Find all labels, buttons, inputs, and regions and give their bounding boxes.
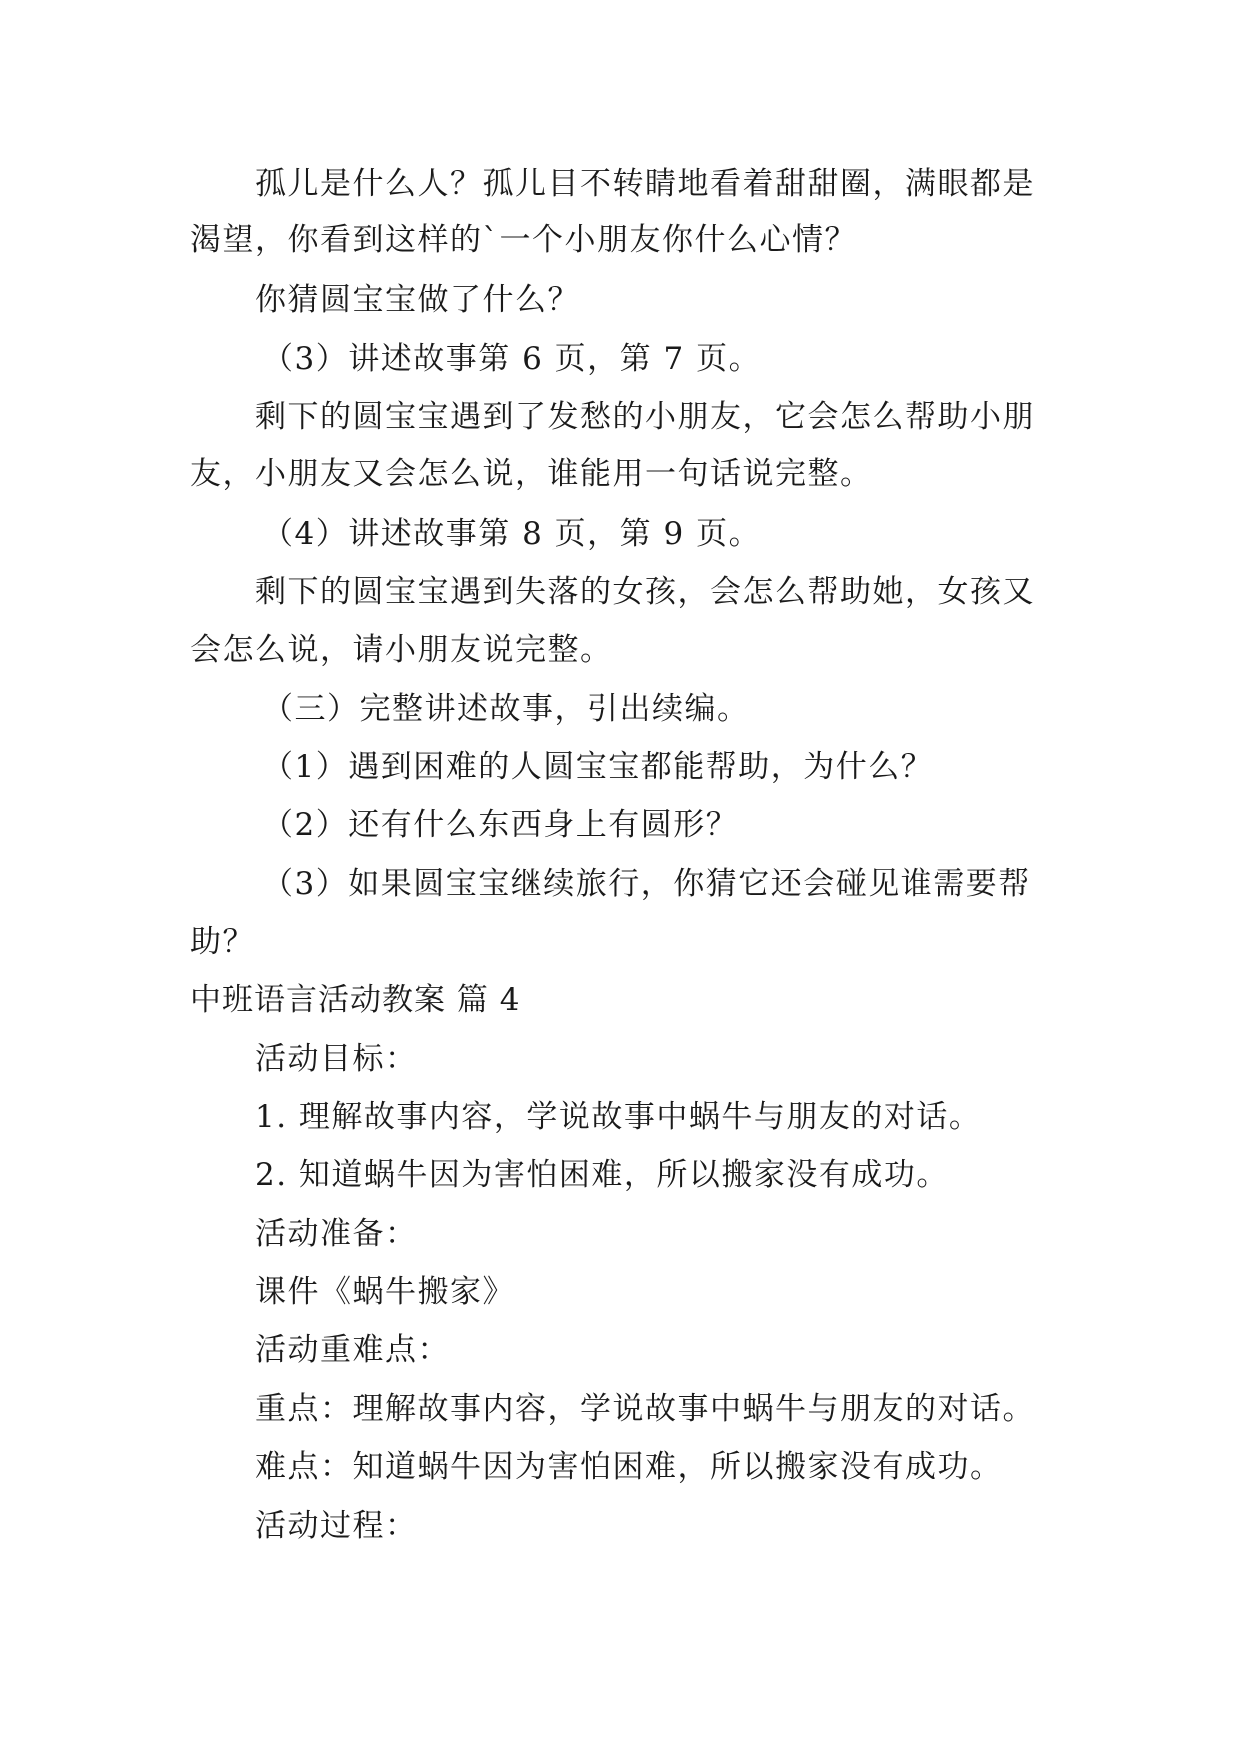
paragraph-line: （3）讲述故事第 6 页，第 7 页。 [262, 341, 762, 377]
paragraph-line: 课件《蜗牛搬家》 [255, 1274, 515, 1310]
paragraph-line: 友，小朋友又会怎么说，谁能用一句话说完整。 [190, 456, 873, 492]
paragraph-line: （4）讲述故事第 8 页，第 9 页。 [262, 516, 762, 552]
paragraph-line: 剩下的圆宝宝遇到失落的女孩，会怎么帮助她，女孩又 [255, 574, 1035, 610]
paragraph-line: （1）遇到困难的人圆宝宝都能帮助，为什么？ [262, 749, 934, 785]
paragraph-line: 会怎么说，请小朋友说完整。 [190, 632, 613, 668]
paragraph-line: 你猜圆宝宝做了什么？ [255, 282, 580, 318]
paragraph-line: 活动重难点： [255, 1332, 450, 1368]
paragraph-line: （三）完整讲述故事，引出续编。 [262, 691, 750, 727]
paragraph-line: 2. 知道蜗牛因为害怕困难，所以搬家没有成功。 [255, 1157, 949, 1193]
paragraph-line: （2）还有什么东西身上有圆形？ [262, 807, 739, 843]
paragraph-line: 1. 理解故事内容，学说故事中蜗牛与朋友的对话。 [255, 1099, 982, 1135]
paragraph-line: 活动准备： [255, 1216, 418, 1252]
paragraph-line: 助？ [190, 924, 255, 960]
paragraph-line: 渴望，你看到这样的`一个小朋友你什么心情？ [190, 222, 857, 258]
section-heading: 中班语言活动教案 篇 4 [190, 982, 521, 1018]
paragraph-line: 活动过程： [255, 1508, 418, 1544]
paragraph-line: 难点：知道蜗牛因为害怕困难，所以搬家没有成功。 [255, 1449, 1003, 1485]
paragraph-line: 剩下的圆宝宝遇到了发愁的小朋友，它会怎么帮助小朋 [255, 399, 1035, 435]
paragraph-line: 孤儿是什么人？孤儿目不转睛地看着甜甜圈，满眼都是 [255, 166, 1035, 202]
paragraph-line: 活动目标： [255, 1041, 418, 1077]
paragraph-line: 重点：理解故事内容，学说故事中蜗牛与朋友的对话。 [255, 1391, 1035, 1427]
paragraph-line: （3）如果圆宝宝继续旅行，你猜它还会碰见谁需要帮 [262, 866, 1031, 902]
